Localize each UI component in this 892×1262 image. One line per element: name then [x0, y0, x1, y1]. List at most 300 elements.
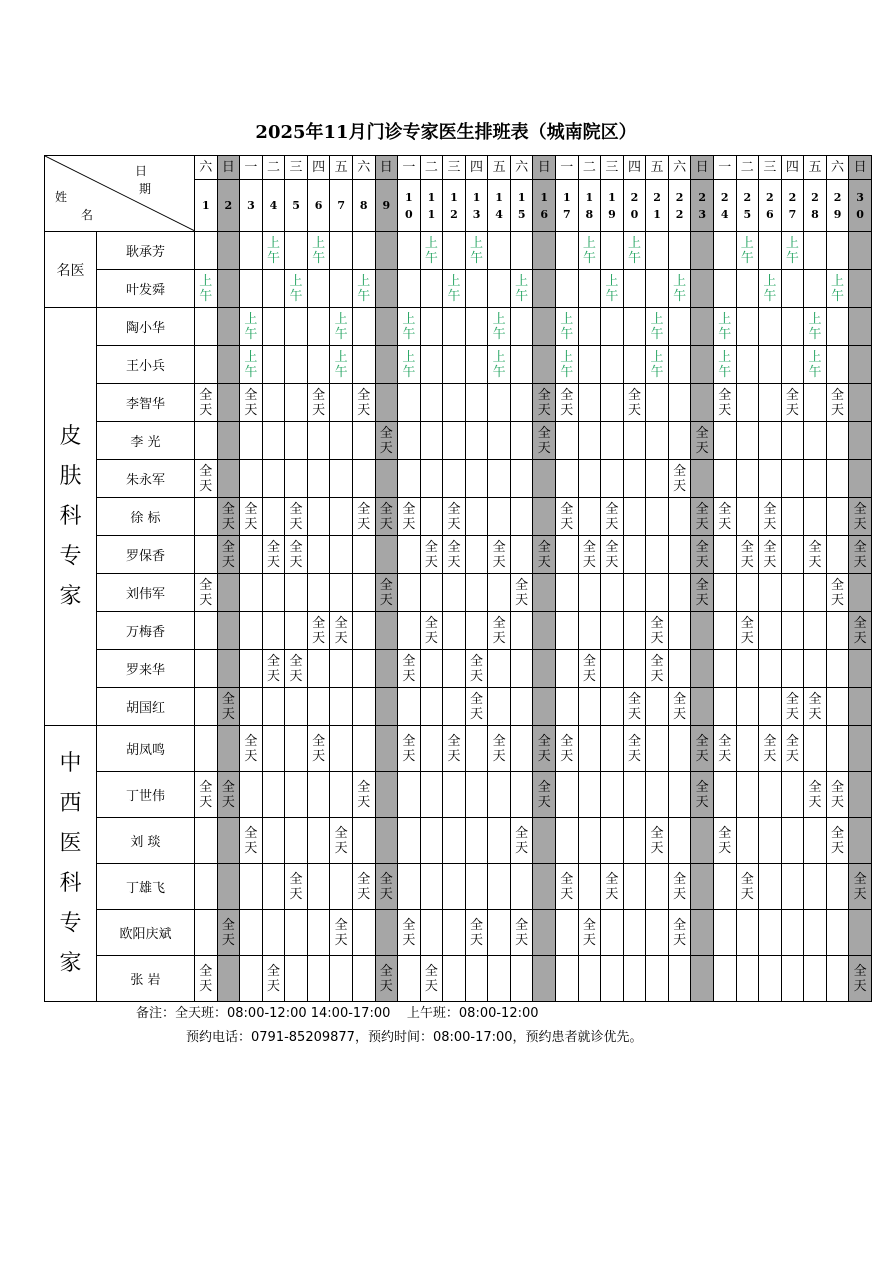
shift-cell	[330, 346, 353, 384]
shift-cell	[759, 612, 782, 650]
shift-cell	[646, 270, 669, 308]
corner-label-ming: 名	[81, 208, 94, 222]
full-day-shift-mark: 全 天	[402, 653, 416, 684]
date-header: 2 1	[646, 180, 669, 232]
shift-cell	[307, 384, 330, 422]
full-day-shift-mark: 全 天	[470, 691, 484, 722]
shift-cell	[826, 650, 849, 688]
full-day-shift-mark: 全 天	[357, 871, 371, 902]
shift-cell	[556, 384, 579, 422]
shift-cell	[556, 308, 579, 346]
shift-cell	[601, 270, 624, 308]
full-day-shift-mark: 全 天	[221, 539, 235, 570]
shift-cell	[285, 460, 308, 498]
shift-cell	[375, 650, 398, 688]
shift-cell	[375, 384, 398, 422]
shift-cell	[352, 460, 375, 498]
date-header: 9	[375, 180, 398, 232]
shift-cell	[601, 536, 624, 574]
shift-cell	[240, 650, 263, 688]
shift-cell	[352, 346, 375, 384]
shift-cell	[691, 384, 714, 422]
shift-cell	[691, 650, 714, 688]
date-header: 8	[352, 180, 375, 232]
shift-cell	[601, 498, 624, 536]
weekday-header: 二	[736, 156, 759, 180]
morning-shift-mark: 上 午	[334, 349, 348, 380]
date-header: 1 4	[488, 180, 511, 232]
shift-cell	[736, 650, 759, 688]
weekday-header: 五	[330, 156, 353, 180]
shift-cell	[804, 232, 827, 270]
shift-cell	[578, 384, 601, 422]
doctor-row	[45, 864, 872, 910]
date-header: 2 9	[826, 180, 849, 232]
shift-cell	[240, 346, 263, 384]
shift-cell	[781, 232, 804, 270]
shift-cell	[510, 232, 533, 270]
date-header: 7	[330, 180, 353, 232]
shift-cell	[195, 536, 218, 574]
doctor-name: 罗保香	[97, 536, 195, 574]
shift-cell	[713, 308, 736, 346]
date-header: 1 5	[510, 180, 533, 232]
shift-cell	[217, 612, 240, 650]
shift-cell	[826, 346, 849, 384]
date-header: 2 2	[668, 180, 691, 232]
diagonal-line-icon	[45, 156, 195, 231]
shift-cell	[713, 270, 736, 308]
shift-cell	[465, 612, 488, 650]
shift-cell	[420, 346, 443, 384]
shift-cell	[398, 612, 421, 650]
full-day-shift-mark: 全 天	[853, 963, 867, 994]
shift-cell	[623, 232, 646, 270]
full-day-shift-mark: 全 天	[379, 871, 393, 902]
shift-cell	[375, 726, 398, 772]
shift-cell	[352, 536, 375, 574]
full-day-shift-mark: 全 天	[221, 917, 235, 948]
full-day-shift-mark: 全 天	[808, 779, 822, 810]
full-day-shift-mark: 全 天	[740, 615, 754, 646]
full-day-shift-mark: 全 天	[582, 917, 596, 948]
shift-cell	[759, 422, 782, 460]
full-day-shift-mark: 全 天	[763, 539, 777, 570]
doctor-name: 丁雄飞	[97, 864, 195, 910]
shift-cell	[668, 956, 691, 1002]
shift-cell	[623, 818, 646, 864]
shift-cell	[465, 422, 488, 460]
shift-cell	[623, 536, 646, 574]
shift-cell	[826, 772, 849, 818]
morning-shift-mark: 上 午	[650, 349, 664, 380]
shift-cell	[736, 772, 759, 818]
shift-cell	[330, 308, 353, 346]
full-day-shift-mark: 全 天	[199, 577, 213, 608]
shift-cell	[781, 956, 804, 1002]
shift-cell	[578, 308, 601, 346]
shift-cell	[262, 726, 285, 772]
shift-cell	[488, 688, 511, 726]
shift-cell	[623, 308, 646, 346]
shift-cell	[601, 232, 624, 270]
shift-cell	[285, 650, 308, 688]
shift-cell	[578, 688, 601, 726]
shift-cell	[510, 536, 533, 574]
shift-cell	[443, 650, 466, 688]
shift-cell	[240, 688, 263, 726]
shift-cell	[691, 818, 714, 864]
shift-cell	[375, 536, 398, 574]
shift-cell	[646, 422, 669, 460]
shift-cell	[601, 726, 624, 772]
full-day-shift-mark: 全 天	[740, 871, 754, 902]
full-day-shift-mark: 全 天	[447, 539, 461, 570]
full-day-shift-mark: 全 天	[266, 963, 280, 994]
shift-cell	[646, 536, 669, 574]
shift-cell	[443, 270, 466, 308]
shift-cell	[691, 536, 714, 574]
shift-cell	[533, 346, 556, 384]
shift-cell	[804, 772, 827, 818]
shift-cell	[849, 422, 872, 460]
full-day-shift-mark: 全 天	[244, 387, 258, 418]
shift-cell	[375, 956, 398, 1002]
morning-shift-mark: 上 午	[740, 235, 754, 266]
shift-cell	[488, 956, 511, 1002]
shift-cell	[646, 612, 669, 650]
date-header: 2	[217, 180, 240, 232]
full-day-shift-mark: 全 天	[379, 501, 393, 532]
shift-cell	[375, 232, 398, 270]
full-day-shift-mark: 全 天	[560, 733, 574, 764]
shift-cell	[262, 612, 285, 650]
shift-cell	[488, 818, 511, 864]
shift-cell	[781, 726, 804, 772]
date-header: 1 6	[533, 180, 556, 232]
shift-cell	[195, 818, 218, 864]
shift-cell	[398, 536, 421, 574]
shift-cell	[781, 270, 804, 308]
shift-cell	[262, 498, 285, 536]
shift-cell	[646, 384, 669, 422]
shift-cell	[759, 384, 782, 422]
shift-cell	[623, 384, 646, 422]
shift-cell	[646, 910, 669, 956]
shift-cell	[713, 910, 736, 956]
shift-cell	[375, 346, 398, 384]
shift-cell	[691, 910, 714, 956]
shift-cell	[533, 270, 556, 308]
full-day-shift-mark: 全 天	[853, 615, 867, 646]
shift-cell	[601, 384, 624, 422]
weekday-header: 一	[713, 156, 736, 180]
shift-cell	[352, 818, 375, 864]
weekday-header: 日	[533, 156, 556, 180]
date-header: 1 0	[398, 180, 421, 232]
shift-cell	[849, 232, 872, 270]
shift-cell	[443, 772, 466, 818]
shift-cell	[240, 864, 263, 910]
date-header: 1 8	[578, 180, 601, 232]
full-day-shift-mark: 全 天	[199, 387, 213, 418]
shift-cell	[217, 726, 240, 772]
shift-cell	[307, 956, 330, 1002]
shift-cell	[285, 384, 308, 422]
shift-cell	[307, 688, 330, 726]
shift-cell	[465, 498, 488, 536]
shift-cell	[330, 422, 353, 460]
shift-cell	[736, 346, 759, 384]
shift-cell	[849, 772, 872, 818]
shift-cell	[623, 772, 646, 818]
shift-cell	[691, 460, 714, 498]
doctor-row	[45, 726, 872, 772]
shift-cell	[488, 308, 511, 346]
shift-cell	[781, 772, 804, 818]
morning-shift-mark: 上 午	[831, 273, 845, 304]
full-day-shift-mark: 全 天	[334, 917, 348, 948]
shift-cell	[285, 308, 308, 346]
shift-cell	[285, 864, 308, 910]
shift-cell	[262, 650, 285, 688]
shift-cell	[352, 726, 375, 772]
shift-cell	[578, 772, 601, 818]
shift-cell	[285, 270, 308, 308]
shift-cell	[420, 818, 443, 864]
shift-cell	[510, 772, 533, 818]
shift-cell	[465, 232, 488, 270]
full-day-shift-mark: 全 天	[357, 387, 371, 418]
corner-label-qi: 期	[139, 182, 152, 196]
shift-cell	[623, 864, 646, 910]
shift-cell	[804, 346, 827, 384]
shift-cell	[849, 910, 872, 956]
shift-cell	[307, 864, 330, 910]
doctor-row	[45, 772, 872, 818]
full-day-shift-mark: 全 天	[673, 917, 687, 948]
shift-cell	[601, 346, 624, 384]
shift-cell	[849, 346, 872, 384]
shift-cell	[759, 574, 782, 612]
shift-cell	[398, 422, 421, 460]
full-day-shift-mark: 全 天	[312, 615, 326, 646]
full-day-shift-mark: 全 天	[605, 539, 619, 570]
doctor-name: 李 光	[97, 422, 195, 460]
shift-cell	[352, 864, 375, 910]
shift-cell	[804, 460, 827, 498]
shift-cell	[781, 346, 804, 384]
shift-cell	[713, 864, 736, 910]
shift-cell	[240, 910, 263, 956]
shift-cell	[691, 422, 714, 460]
weekday-header: 日	[691, 156, 714, 180]
full-day-shift-mark: 全 天	[199, 963, 213, 994]
shift-cell	[195, 346, 218, 384]
shift-cell	[420, 270, 443, 308]
shift-cell	[330, 232, 353, 270]
shift-cell	[488, 910, 511, 956]
shift-cell	[195, 864, 218, 910]
shift-cell	[736, 422, 759, 460]
shift-cell	[488, 650, 511, 688]
shift-cell	[352, 910, 375, 956]
date-header: 2 4	[713, 180, 736, 232]
shift-cell	[510, 422, 533, 460]
full-day-shift-mark: 全 天	[627, 387, 641, 418]
shift-cell	[285, 232, 308, 270]
morning-shift-mark: 上 午	[785, 235, 799, 266]
shift-cell	[420, 422, 443, 460]
shift-cell	[781, 308, 804, 346]
shift-cell	[420, 384, 443, 422]
doctor-row	[45, 270, 872, 308]
shift-cell	[307, 308, 330, 346]
shift-cell	[510, 308, 533, 346]
shift-cell	[691, 688, 714, 726]
weekday-header: 四	[623, 156, 646, 180]
full-day-shift-mark: 全 天	[221, 779, 235, 810]
full-day-shift-mark: 全 天	[289, 653, 303, 684]
shift-cell	[330, 460, 353, 498]
shift-cell	[691, 956, 714, 1002]
full-day-shift-mark: 全 天	[718, 733, 732, 764]
shift-cell	[307, 460, 330, 498]
morning-shift-mark: 上 午	[199, 273, 213, 304]
morning-shift-mark: 上 午	[560, 311, 574, 342]
shift-cell	[826, 910, 849, 956]
shift-cell	[510, 498, 533, 536]
shift-cell	[668, 910, 691, 956]
shift-cell	[713, 460, 736, 498]
shift-cell	[217, 384, 240, 422]
shift-cell	[285, 956, 308, 1002]
shift-cell	[352, 232, 375, 270]
shift-cell	[420, 460, 443, 498]
shift-cell	[465, 688, 488, 726]
shift-cell	[307, 726, 330, 772]
weekday-header: 六	[826, 156, 849, 180]
shift-cell	[217, 498, 240, 536]
weekday-header: 二	[578, 156, 601, 180]
shift-cell	[195, 574, 218, 612]
doctor-name: 胡国红	[97, 688, 195, 726]
shift-cell	[217, 536, 240, 574]
full-day-shift-mark: 全 天	[537, 425, 551, 456]
shift-cell	[533, 384, 556, 422]
shift-cell	[781, 384, 804, 422]
shift-cell	[849, 864, 872, 910]
shift-cell	[623, 270, 646, 308]
shift-cell	[533, 612, 556, 650]
shift-cell	[759, 308, 782, 346]
shift-cell	[556, 270, 579, 308]
shift-cell	[375, 308, 398, 346]
shift-cell	[736, 270, 759, 308]
morning-shift-mark: 上 午	[402, 311, 416, 342]
shift-cell	[781, 536, 804, 574]
full-day-shift-mark: 全 天	[695, 577, 709, 608]
shift-cell	[330, 574, 353, 612]
shift-cell	[488, 384, 511, 422]
doctor-row	[45, 460, 872, 498]
morning-shift-mark: 上 午	[492, 311, 506, 342]
shift-cell	[240, 726, 263, 772]
shift-cell	[623, 346, 646, 384]
full-day-shift-mark: 全 天	[853, 539, 867, 570]
shift-cell	[420, 956, 443, 1002]
shift-cell	[646, 818, 669, 864]
shift-cell	[713, 498, 736, 536]
shift-cell	[510, 650, 533, 688]
shift-cell	[195, 460, 218, 498]
full-day-shift-mark: 全 天	[718, 501, 732, 532]
shift-cell	[781, 498, 804, 536]
shift-cell	[736, 460, 759, 498]
full-day-shift-mark: 全 天	[221, 501, 235, 532]
full-day-shift-mark: 全 天	[402, 917, 416, 948]
shift-cell	[781, 650, 804, 688]
shift-cell	[668, 726, 691, 772]
date-header: 4	[262, 180, 285, 232]
shift-cell	[217, 460, 240, 498]
shift-cell	[285, 772, 308, 818]
date-header: 2 6	[759, 180, 782, 232]
shift-cell	[623, 498, 646, 536]
shift-cell	[443, 818, 466, 864]
shift-cell	[420, 772, 443, 818]
shift-cell	[443, 460, 466, 498]
shift-cell	[285, 536, 308, 574]
shift-cell	[781, 422, 804, 460]
shift-cell	[443, 536, 466, 574]
full-day-shift-mark: 全 天	[447, 733, 461, 764]
shift-cell	[307, 232, 330, 270]
shift-cell	[556, 422, 579, 460]
shift-cell	[849, 308, 872, 346]
shift-cell	[668, 574, 691, 612]
shift-cell	[352, 498, 375, 536]
morning-shift-mark: 上 午	[492, 349, 506, 380]
shift-cell	[736, 726, 759, 772]
shift-cell	[759, 498, 782, 536]
doctor-row	[45, 498, 872, 536]
shift-cell	[398, 864, 421, 910]
shift-cell	[443, 864, 466, 910]
weekday-header: 四	[781, 156, 804, 180]
shift-cell	[646, 498, 669, 536]
full-day-shift-mark: 全 天	[515, 577, 529, 608]
shift-cell	[352, 612, 375, 650]
full-day-shift-mark: 全 天	[785, 387, 799, 418]
shift-cell	[510, 574, 533, 612]
shift-cell	[668, 498, 691, 536]
department-label: 名医	[45, 232, 97, 308]
shift-cell	[217, 574, 240, 612]
shift-cell	[285, 498, 308, 536]
full-day-shift-mark: 全 天	[379, 577, 393, 608]
full-day-shift-mark: 全 天	[718, 387, 732, 418]
shift-cell	[826, 308, 849, 346]
date-header: 3	[240, 180, 263, 232]
full-day-shift-mark: 全 天	[244, 501, 258, 532]
shift-cell	[804, 536, 827, 574]
shift-cell	[375, 818, 398, 864]
shift-cell	[713, 650, 736, 688]
full-day-shift-mark: 全 天	[831, 779, 845, 810]
shift-cell	[420, 536, 443, 574]
full-day-shift-mark: 全 天	[582, 653, 596, 684]
